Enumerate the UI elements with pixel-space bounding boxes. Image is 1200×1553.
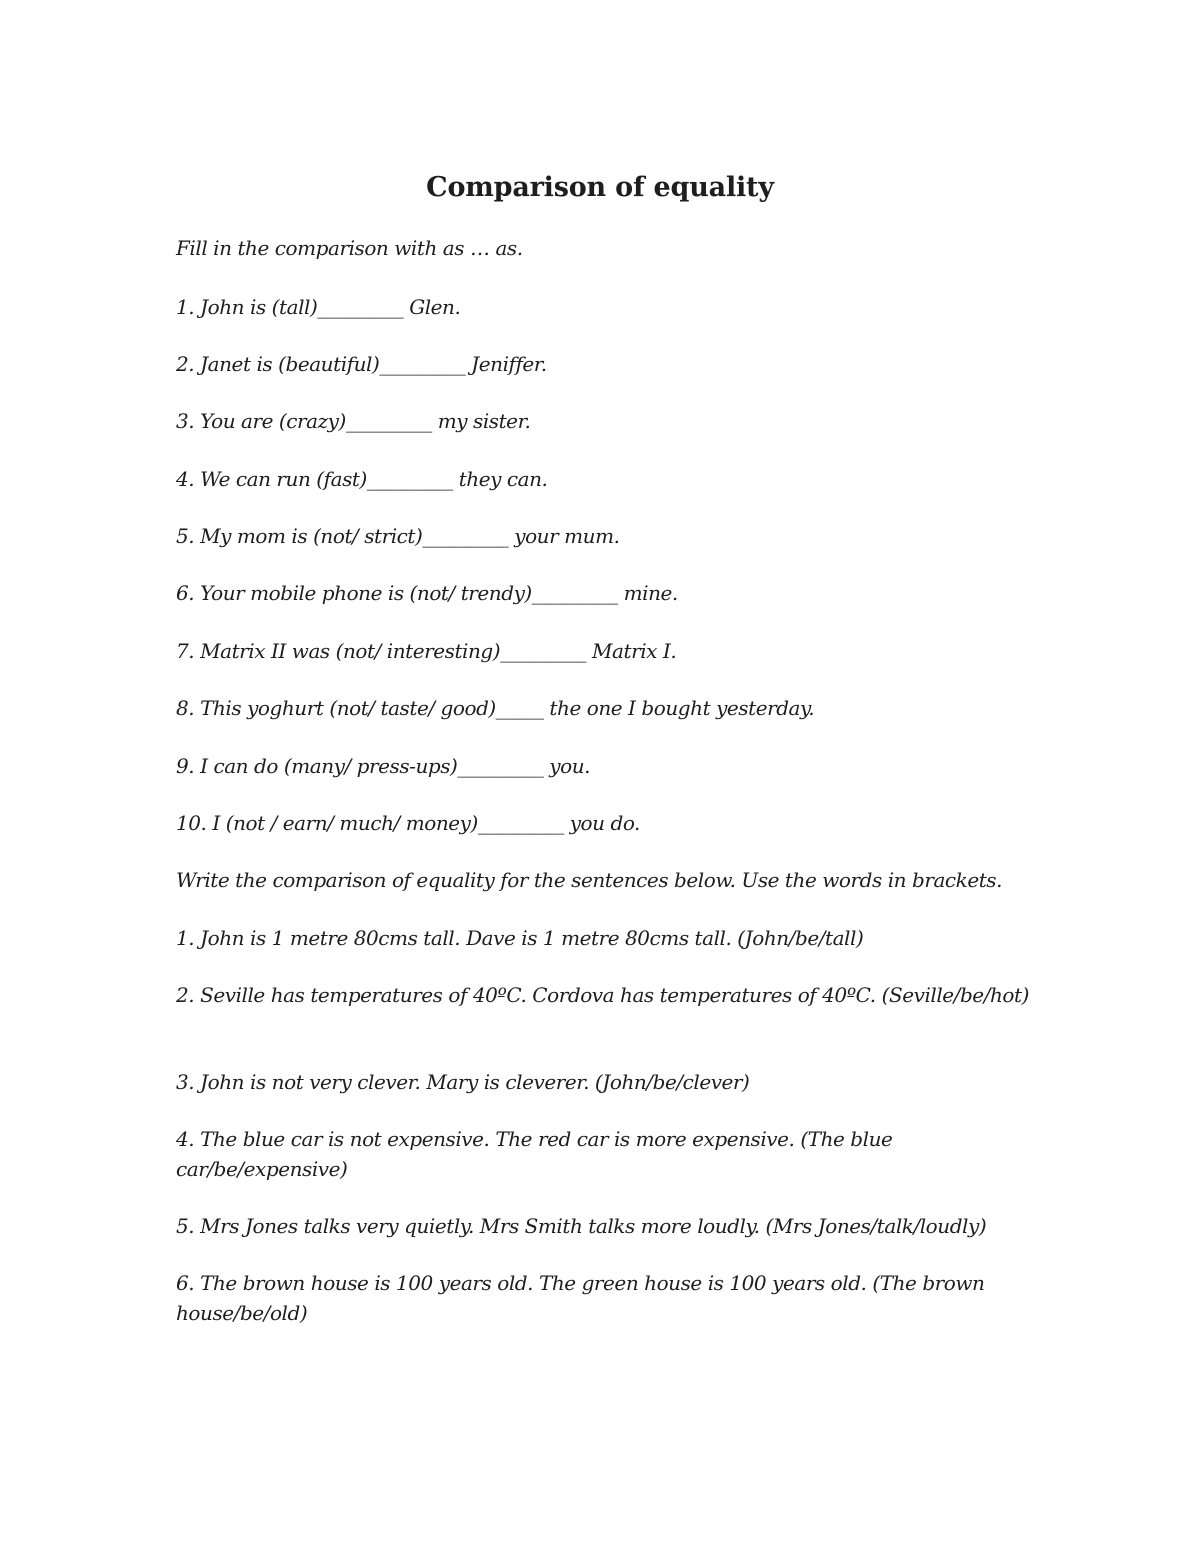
exercise-item: 4. We can run (fast)_________ they can. bbox=[176, 467, 548, 491]
exercise-item: 5. My mom is (not/ strict)_________ your mum. bbox=[176, 524, 620, 548]
exercise-item: 1. John is 1 metre 80cms tall. Dave is 1 metre 80cms tall. (John/be/tall) bbox=[176, 926, 864, 950]
exercise-item: 2. Seville has temperatures of 40ºC. Cordova has temperatures of 40ºC. (Seville/be/hot) bbox=[176, 983, 1029, 1007]
exercise-item: 8. This yoghurt (not/ taste/ good)_____ the one I bought yesterday. bbox=[176, 696, 815, 720]
exercise-item: 9. I can do (many/ press-ups)_________ you. bbox=[176, 754, 591, 778]
exercise-item: 6. The brown house is 100 years old. The green house is 100 years old. (The brown house/be/old) bbox=[176, 1271, 985, 1325]
exercise-item: 3. You are (crazy)_________ my sister. bbox=[176, 409, 531, 433]
exercise-item: 2. Janet is (beautiful)_________ Jeniffer. bbox=[176, 352, 547, 376]
exercise-item: 5. Mrs Jones talks very quietly. Mrs Smith talks more loudly. (Mrs Jones/talk/loudly) bbox=[176, 1214, 987, 1238]
exercise-item: 10. I (not / earn/ much/ money)_________ you do. bbox=[176, 811, 640, 835]
exercise-item: 7. Matrix II was (not/ interesting)_________ Matrix I. bbox=[176, 639, 677, 663]
exercise-item: 4. The blue car is not expensive. The red car is more expensive. (The blue car/be/expensive) bbox=[176, 1127, 893, 1181]
exercise-item: 1. John is (tall)_________ Glen. bbox=[176, 295, 461, 319]
exercise-item: 3. John is not very clever. Mary is cleverer. (John/be/clever) bbox=[176, 1070, 750, 1094]
section2-instruction: Write the comparison of equality for the sentences below. Use the words in brackets. bbox=[176, 868, 1003, 892]
exercise-item: 6. Your mobile phone is (not/ trendy)_________ mine. bbox=[176, 581, 678, 605]
section1-instruction: Fill in the comparison with as … as. bbox=[176, 236, 523, 260]
page-title: Comparison of equality bbox=[426, 172, 774, 203]
